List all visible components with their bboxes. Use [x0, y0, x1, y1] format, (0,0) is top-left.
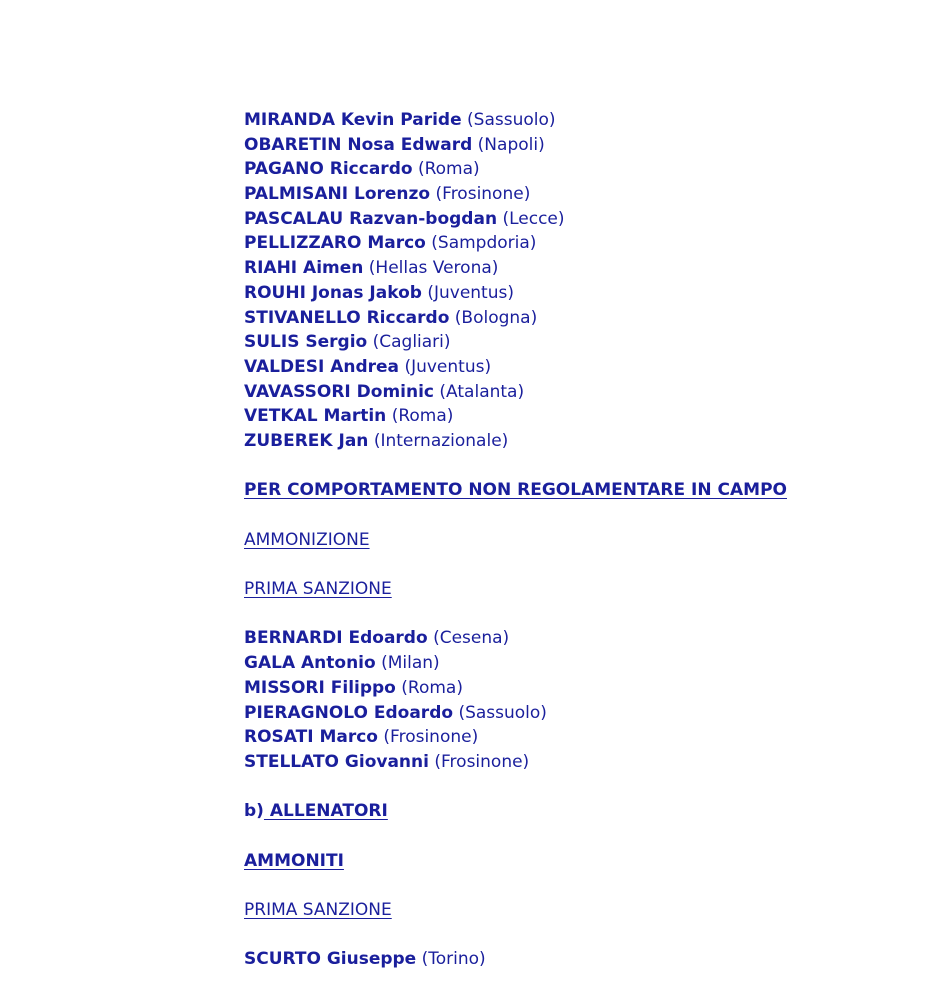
- spacer: [244, 454, 884, 479]
- player-list-1: [244, 108, 884, 454]
- list-item: PAGANO Riccardo (Roma): [244, 159, 480, 180]
- section-title: ALLENATORI: [263, 801, 388, 822]
- spacer: [244, 775, 884, 800]
- list-item: MIRANDA Kevin Paride (Sassuolo): [244, 110, 556, 130]
- subheading-prima-sanzione: PRIMA SANZIONE: [244, 579, 392, 600]
- section-heading-allenatori: [244, 799, 884, 824]
- spacer: [244, 552, 884, 577]
- list-item: VETKAL Martin (Roma): [244, 406, 454, 427]
- spacer: [244, 923, 884, 948]
- list-item: VAVASSORI Dominic (Atalanta): [244, 381, 525, 402]
- subheading-prima-sanzione: PRIMA SANZIONE: [244, 900, 392, 920]
- section-prefix: b): [244, 801, 264, 822]
- player-list-2: [244, 626, 884, 774]
- document-body: [244, 108, 884, 972]
- subheading-ammonizione: AMMONIZIONE: [244, 529, 370, 550]
- list-item: PASCALAU Razvan-bogdan (Lecce): [244, 208, 565, 229]
- list-item: OBARETIN Nosa Edward (Napoli): [244, 134, 545, 155]
- list-item: PALMISANI Lorenzo (Frosinone): [244, 184, 531, 205]
- list-item: RIAHI Aimen (Hellas Verona): [244, 258, 499, 279]
- section-heading-conduct: PER COMPORTAMENTO NON REGOLAMENTARE IN CAMPO: [244, 480, 787, 501]
- list-item: ROSATI Marco (Frosinone): [244, 727, 479, 748]
- list-item: ZUBEREK Jan (Internazionale): [244, 430, 509, 451]
- list-item: GALA Antonio (Milan): [244, 653, 440, 674]
- list-item: SCURTO Giuseppe (Torino): [244, 949, 486, 970]
- list-item: PIERAGNOLO Edoardo (Sassuolo): [244, 702, 547, 723]
- coach-list: [244, 947, 884, 972]
- list-item: VALDESI Andrea (Juventus): [244, 356, 492, 377]
- spacer: [244, 824, 884, 849]
- list-item: SULIS Sergio (Cagliari): [244, 332, 451, 353]
- spacer: [244, 873, 884, 898]
- list-item: PELLIZZARO Marco (Sampdoria): [244, 233, 537, 254]
- spacer: [244, 503, 884, 528]
- list-item: STELLATO Giovanni (Frosinone): [244, 751, 530, 772]
- section-heading-ammoniti: AMMONITI: [244, 850, 344, 871]
- spacer: [244, 602, 884, 627]
- list-item: BERNARDI Edoardo (Cesena): [244, 628, 510, 649]
- list-item: ROUHI Jonas Jakob (Juventus): [244, 282, 514, 303]
- list-item: STIVANELLO Riccardo (Bologna): [244, 307, 538, 328]
- list-item: MISSORI Filippo (Roma): [244, 677, 463, 698]
